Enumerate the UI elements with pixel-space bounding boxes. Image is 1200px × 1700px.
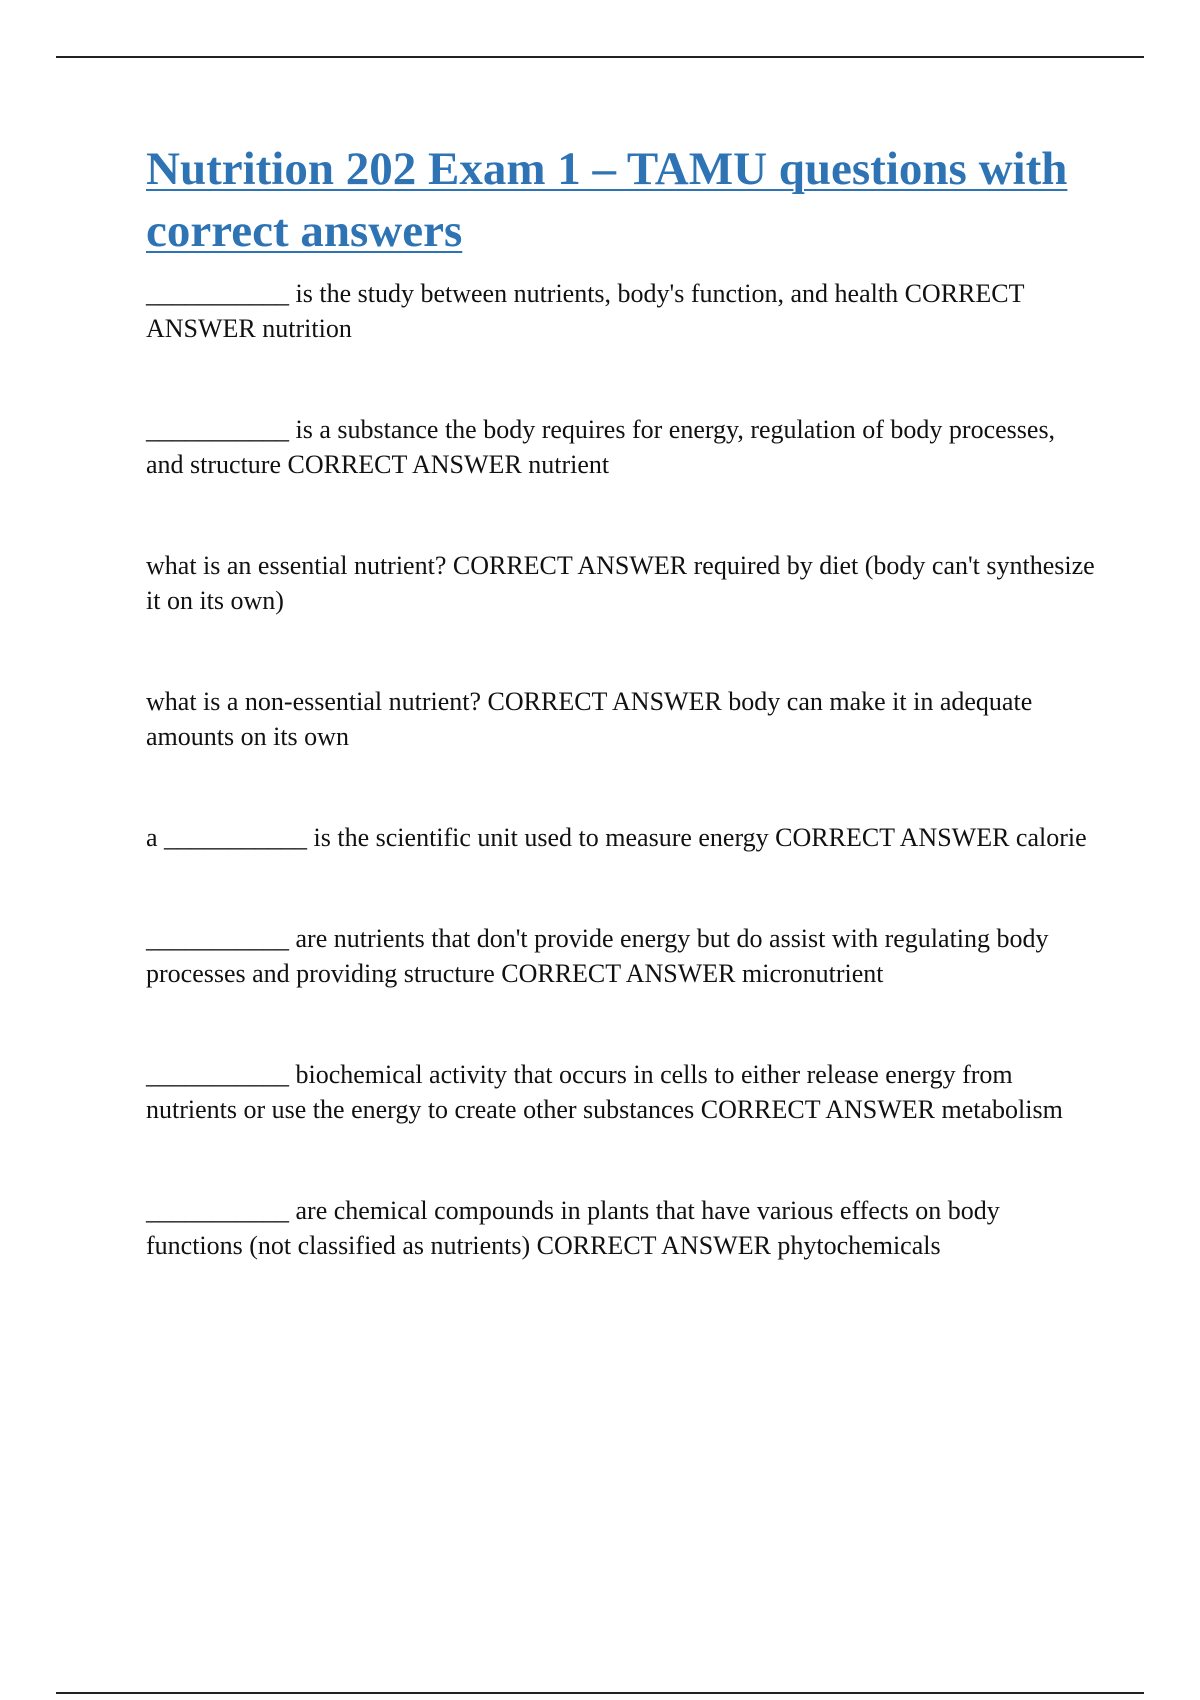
question-answer-item: ___________ are chemical compounds in plants that have various effects on body functions (not classified as nutrients) CORRECT ANSWER phytochemicals bbox=[146, 1196, 1000, 1260]
question-answer-item: a ___________ is the scientific unit used to measure energy CORRECT ANSWER calorie bbox=[146, 823, 1087, 852]
document-title: Nutrition 202 Exam 1 – TAMU questions with correct answers bbox=[146, 143, 1068, 257]
question-answer-item: ___________ is the study between nutrients, body's function, and health CORRECT ANSWER nutrition bbox=[146, 279, 1025, 343]
question-answer-item: what is a non-essential nutrient? CORRECT ANSWER body can make it in adequate amounts on its own bbox=[146, 687, 1033, 751]
question-answer-item: what is an essential nutrient? CORRECT ANSWER required by diet (body can't synthesize it on its own) bbox=[146, 551, 1095, 615]
footer-rule bbox=[56, 1692, 1144, 1694]
question-answer-item: ___________ biochemical activity that occurs in cells to either release energy from nutrients or use the energy to create other substances CORRECT ANSWER metabolism bbox=[146, 1060, 1063, 1124]
header-rule bbox=[56, 56, 1144, 58]
question-answer-item: ___________ are nutrients that don't provide energy but do assist with regulating body processes and providing structure CORRECT ANSWER micronutrient bbox=[146, 924, 1049, 988]
question-answer-item: ___________ is a substance the body requires for energy, regulation of body processes, and structure CORRECT ANSWER nutrient bbox=[146, 415, 1056, 479]
document-body bbox=[146, 138, 1096, 1329]
